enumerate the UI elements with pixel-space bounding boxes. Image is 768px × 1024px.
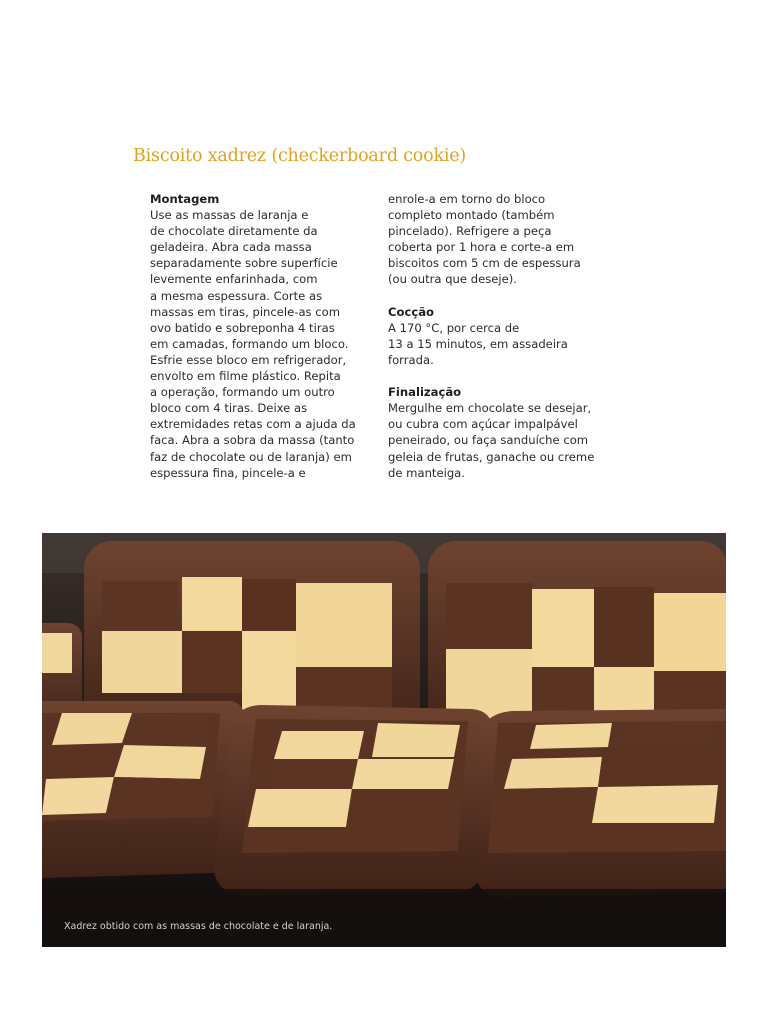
cookie-front-middle xyxy=(214,705,492,895)
text-line: Use as massas de laranja e xyxy=(150,208,309,223)
text-line: de chocolate diretamente da xyxy=(150,224,318,239)
text-line: geladeira. Abra cada massa xyxy=(150,240,312,255)
section-heading-coccao: Cocção xyxy=(388,304,435,319)
text-line: separadamente sobre superfície xyxy=(150,256,338,271)
text-line: Mergulhe em chocolate se desejar, xyxy=(388,401,592,416)
photo-caption: Xadrez obtido com as massas de chocolate e de laranja. xyxy=(64,921,333,932)
text-line: completo montado (também xyxy=(388,208,555,223)
text-line: Esfrie esse bloco em refrigerador, xyxy=(150,352,347,367)
text-line: coberta por 1 hora e corte-a em xyxy=(388,240,575,255)
text-line: peneirado, ou faça sanduíche com xyxy=(388,433,589,448)
text-line: bloco com 4 tiras. Deixe as xyxy=(150,401,308,416)
text-line: enrole-a em torno do bloco xyxy=(388,192,546,206)
recipe-title: Biscoito xadrez (checkerboard cookie) xyxy=(133,146,467,166)
text-line: ou cubra com açúcar impalpável xyxy=(388,417,578,432)
checkerboard-cookies-photo xyxy=(42,533,726,947)
text-line: de manteiga. xyxy=(388,465,465,480)
text-line: a operação, formando um outro xyxy=(150,385,335,400)
text-line: espessura fina, pincele-a e xyxy=(150,465,306,480)
text-line: massas em tiras, pincele-as com xyxy=(150,304,341,319)
text-line: geleia de frutas, ganache ou creme xyxy=(388,449,595,464)
cookies-illustration xyxy=(42,533,726,947)
text-line: envolto em filme plástico. Repita xyxy=(150,369,341,384)
paragraph-gap xyxy=(388,368,613,384)
text-line: biscoitos com 5 cm de espessura xyxy=(388,256,581,271)
text-line: 13 a 15 minutos, em assadeira xyxy=(388,336,568,351)
paragraph-gap xyxy=(388,288,613,304)
text-line: extremidades retas com a ajuda da xyxy=(150,417,356,432)
text-line: faz de chocolate ou de laranja) em xyxy=(150,449,352,464)
text-line: A 170 °C, por cerca de xyxy=(388,320,520,335)
text-line: (ou outra que deseje). xyxy=(388,272,517,287)
text-line: faca. Abra a sobra da massa (tanto xyxy=(150,433,355,448)
text-line: ovo batido e sobreponha 4 tiras xyxy=(150,320,335,335)
text-line: a mesma espessura. Corte as xyxy=(150,288,323,303)
cookie-front-left xyxy=(42,701,246,878)
section-heading-montagem: Montagem xyxy=(150,192,220,206)
right-column xyxy=(388,191,613,481)
text-line: pincelado). Refrigere a peça xyxy=(388,224,552,239)
text-line: levemente enfarinhada, com xyxy=(150,272,318,287)
text-line: forrada. xyxy=(388,352,434,367)
text-line: em camadas, formando um bloco. xyxy=(150,336,349,351)
section-heading-finalizacao: Finalização xyxy=(388,385,462,400)
cookie-front-right xyxy=(474,709,726,897)
left-column xyxy=(150,191,375,481)
